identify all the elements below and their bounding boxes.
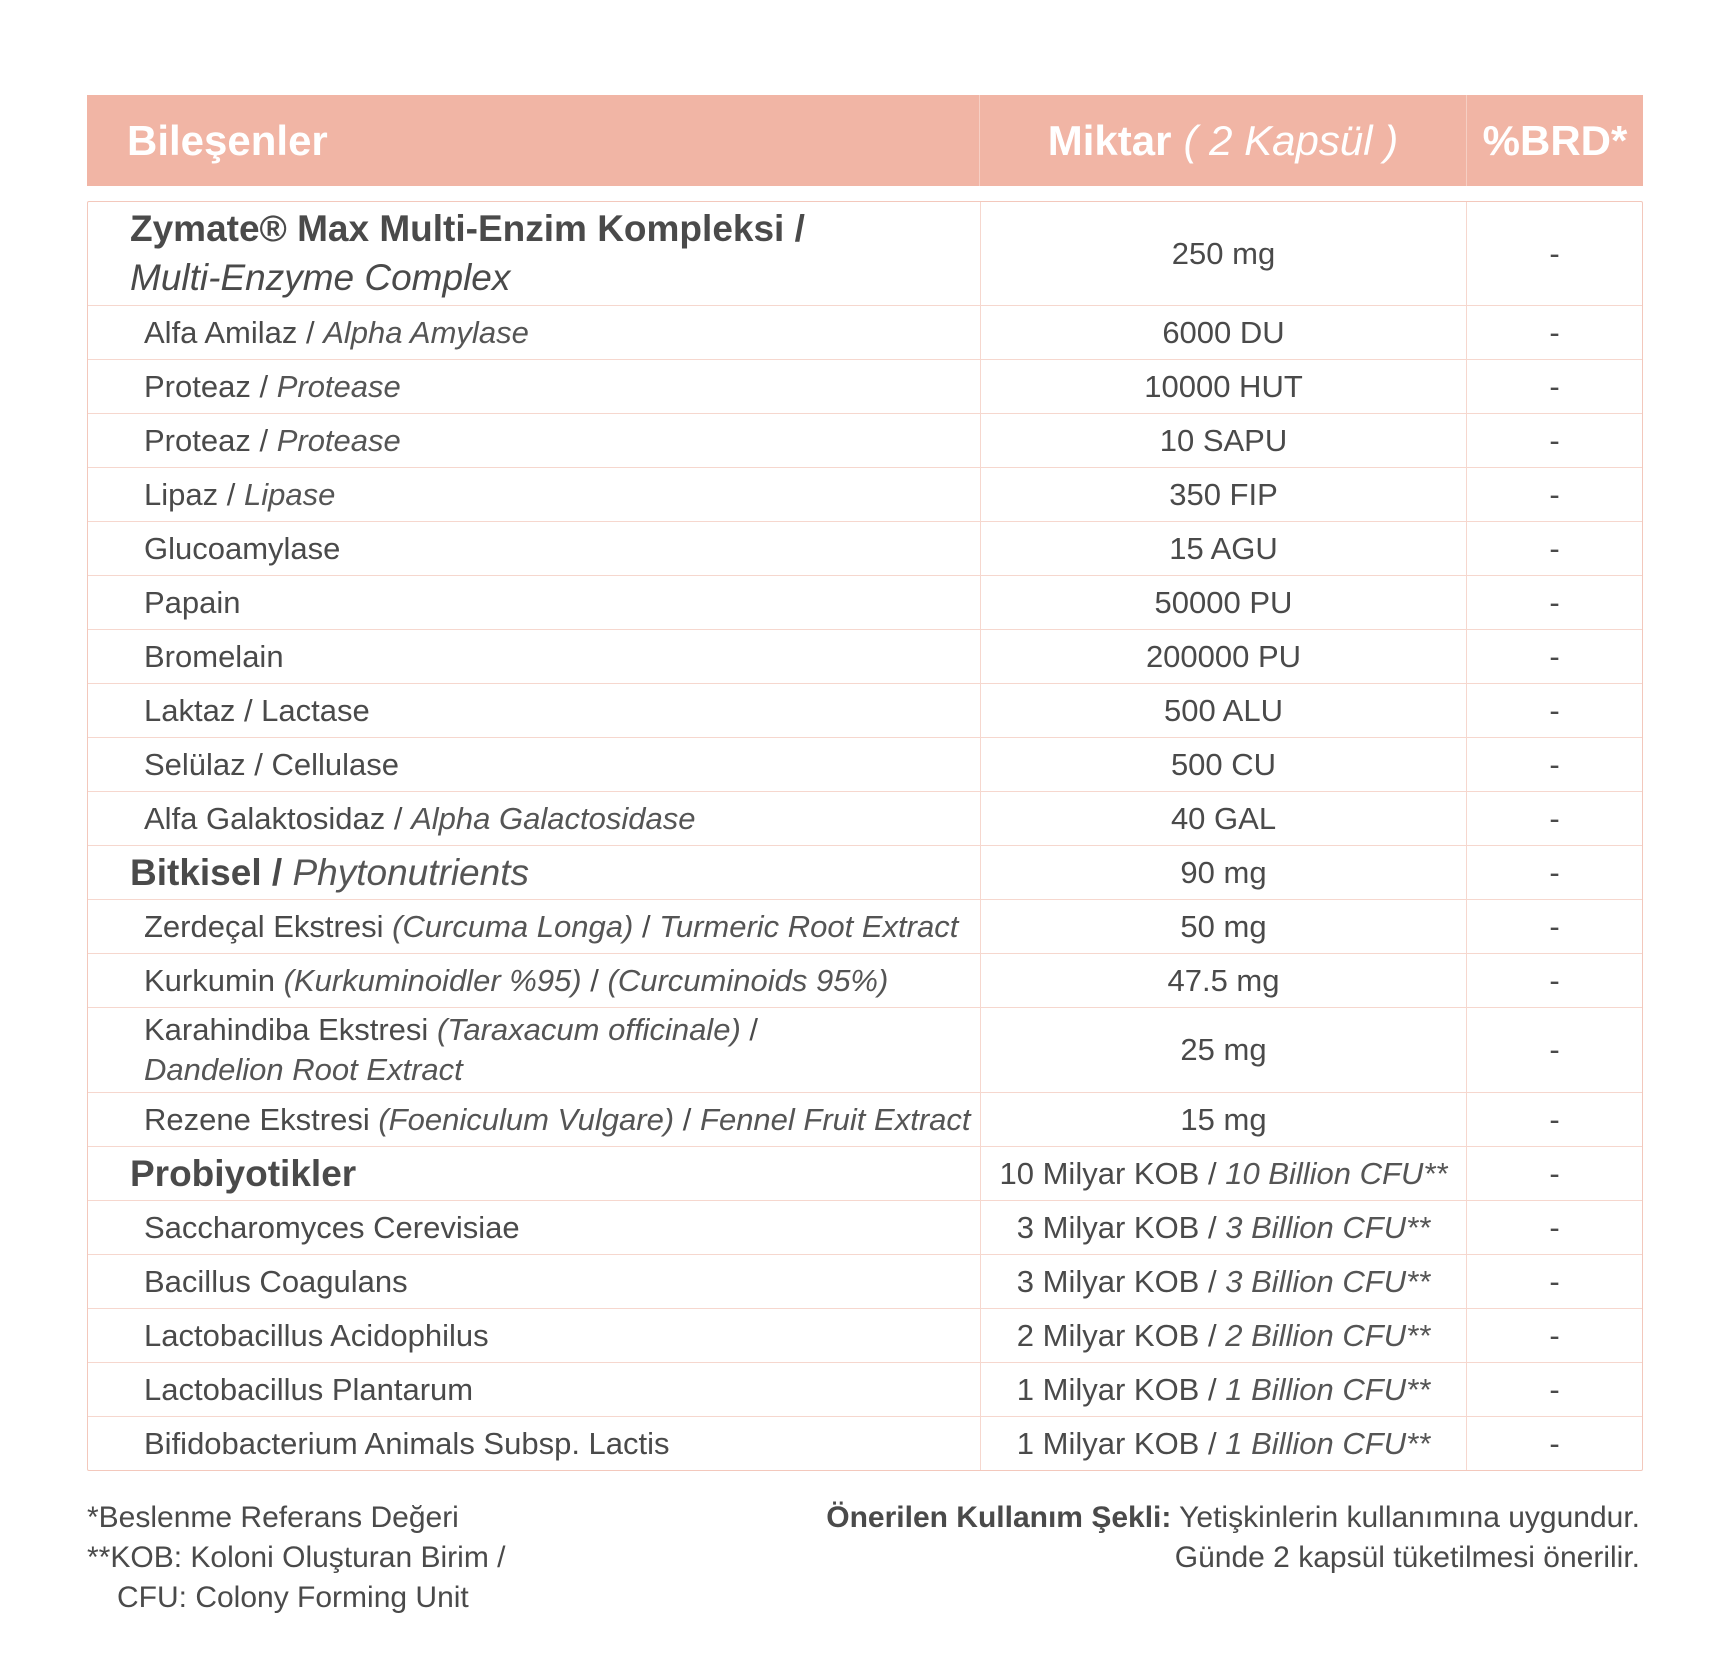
ingredient-separator: / [590, 962, 599, 998]
ingredient-tr: Saccharomyces Cerevisiae [144, 1209, 520, 1245]
amount-tr: 2 Milyar KOB / [1016, 1317, 1217, 1353]
table-row [88, 683, 1642, 737]
amount-en: 3 Billion CFU** [1225, 1209, 1431, 1245]
brd-cell: - [1549, 800, 1560, 836]
brd-cell: - [1549, 584, 1560, 620]
ingredient-en: Turmeric Root Extract [659, 908, 959, 944]
ingredient-line [144, 909, 651, 944]
table-row [88, 1362, 1642, 1416]
ingredient-en: Alpha Galactosidase [411, 800, 696, 836]
amount-tr: 1 Milyar KOB / [1016, 1371, 1217, 1407]
amount-value: 500 CU [1170, 746, 1277, 782]
ingredient-en: Protease [276, 368, 401, 404]
table-row [88, 737, 1642, 791]
ingredient-name-cell [88, 1201, 981, 1254]
amount-cell [981, 630, 1467, 683]
brd-cell: - [1549, 1101, 1560, 1137]
amount-tr: 3 Milyar KOB / [1016, 1209, 1217, 1245]
header-amount-label: Miktar [1047, 116, 1172, 164]
ingredients-table [87, 201, 1643, 1471]
amount-value: 200000 PU [1145, 638, 1302, 674]
ingredient-name-cell [88, 1309, 981, 1362]
ingredient-tr: Selülaz / Cellulase [144, 746, 400, 782]
ingredient-tr: Karahindiba Ekstresi [144, 1011, 429, 1047]
ingredient-tr: Glucoamylase [144, 530, 341, 566]
amount-tr: 3 Milyar KOB / [1016, 1263, 1217, 1299]
brd-footnote: *Beslenme Referans Değeri [87, 1501, 459, 1534]
ingredient-name-line [144, 963, 888, 999]
ingredient-name-cell [88, 792, 981, 845]
table-row [88, 1200, 1642, 1254]
header-amount-sub: ( 2 Kapsül ) [1183, 116, 1399, 164]
ingredient-tr: Proteaz / [144, 422, 269, 458]
usage-text-1: Yetişkinlerin kullanımına uygundur. [1179, 1501, 1640, 1534]
brd-cell: - [1549, 314, 1560, 350]
usage-label: Önerilen Kullanım Şekli: [826, 1501, 1172, 1534]
ingredient-tr: Zerdeçal Ekstresi [144, 908, 384, 944]
amount-cell [981, 202, 1467, 305]
amount-cell [981, 1008, 1467, 1092]
brd-cell: - [1549, 1209, 1560, 1245]
amount-en: 3 Billion CFU** [1225, 1263, 1431, 1299]
table-row [88, 1308, 1642, 1362]
brd-cell: - [1549, 692, 1560, 728]
ingredient-name-cell [88, 1008, 981, 1092]
amount-value: 40 GAL [1170, 800, 1277, 836]
brd-cell: - [1549, 422, 1560, 458]
usage-note [826, 1498, 1640, 1578]
ingredient-name-cell [88, 1255, 981, 1308]
ingredient-tr: Rezene Ekstresi [144, 1101, 370, 1137]
amount-cell [981, 414, 1467, 467]
kob-footnote: **KOB: Koloni Oluşturan Birim / [87, 1541, 506, 1574]
ingredient-tr: Bacillus Coagulans [144, 1263, 408, 1299]
ingredient-en: (Curcuminoids 95%) [607, 962, 889, 998]
cfu-footnote: CFU: Colony Forming Unit [117, 1581, 469, 1614]
ingredient-name-cell [88, 900, 981, 953]
amount-value: 350 FIP [1169, 476, 1278, 512]
brd-cell: - [1549, 962, 1560, 998]
ingredient-tr: Alfa Amilaz / [144, 314, 315, 350]
table-row [88, 521, 1642, 575]
amount-tr: 10 Milyar KOB / [999, 1155, 1217, 1191]
amount-value: 6000 DU [1162, 314, 1285, 350]
brd-cell: - [1549, 1317, 1560, 1353]
header-amount [980, 95, 1467, 186]
ingredient-tr: Bifidobacterium Animals Subsp. Lactis [144, 1425, 670, 1461]
ingredient-en: Fennel Fruit Extract [700, 1101, 971, 1137]
ingredient-name-cell [88, 1417, 981, 1470]
table-row [88, 413, 1642, 467]
ingredient-line [144, 1010, 758, 1050]
amount-cell [981, 306, 1467, 359]
ingredient-tr: Bromelain [144, 638, 284, 674]
amount-cell [981, 792, 1467, 845]
amount-en: 1 Billion CFU** [1225, 1425, 1431, 1461]
ingredient-name-cell [88, 1363, 981, 1416]
amount-cell [981, 360, 1467, 413]
amount-cell [981, 1363, 1467, 1416]
brd-cell: - [1549, 638, 1560, 674]
amount-cell [981, 522, 1467, 575]
ingredient-separator: / [641, 908, 651, 944]
ingredient-tr: Laktaz / Lactase [144, 692, 370, 728]
ingredient-tr: Proteaz / [144, 368, 269, 404]
ingredient-en: Dandelion Root Extract [144, 1052, 463, 1087]
amount-value: 10 SAPU [1159, 422, 1288, 458]
amount-cell [981, 1309, 1467, 1362]
table-row [88, 467, 1642, 521]
ingredient-line [144, 1102, 691, 1137]
ingredient-tr: Lactobacillus Acidophilus [144, 1317, 489, 1353]
amount-value: 47.5 mg [1167, 962, 1280, 998]
ingredient-name-stack [144, 1010, 758, 1091]
ingredient-name-cell [88, 684, 981, 737]
ingredient-en: Phytonutrients [292, 851, 529, 893]
amount-cell [981, 1417, 1467, 1470]
amount-value: 50000 PU [1154, 584, 1293, 620]
amount-value: 10000 HUT [1144, 368, 1303, 404]
ingredient-latin: (Kurkuminoidler %95) [283, 962, 582, 998]
amount-cell [981, 900, 1467, 953]
amount-cell [981, 954, 1467, 1007]
ingredient-name-line [144, 909, 958, 945]
ingredient-name-cell [88, 306, 981, 359]
amount-en: 1 Billion CFU** [1225, 1371, 1431, 1407]
brd-cell: - [1549, 235, 1560, 271]
ingredient-name-cell [88, 522, 981, 575]
amount-cell [981, 846, 1467, 899]
ingredient-name-cell [88, 846, 981, 899]
brd-cell: - [1549, 854, 1560, 890]
table-row [88, 202, 1642, 305]
ingredient-name-cell [88, 202, 981, 305]
table-row [88, 1092, 1642, 1146]
ingredient-name-cell [88, 360, 981, 413]
amount-en: 10 Billion CFU** [1225, 1155, 1448, 1191]
footnotes [87, 1498, 506, 1618]
table-row [88, 899, 1642, 953]
brd-cell: - [1549, 530, 1560, 566]
brd-cell: - [1549, 1032, 1560, 1067]
ingredient-tr: Lactobacillus Plantarum [144, 1371, 474, 1407]
table-row [88, 1254, 1642, 1308]
amount-cell [981, 1093, 1467, 1146]
amount-cell [981, 684, 1467, 737]
ingredient-name-cell [88, 630, 981, 683]
amount-value: 250 mg [1171, 235, 1276, 271]
amount-value: 15 mg [1180, 1101, 1267, 1137]
table-row [88, 305, 1642, 359]
ingredient-en: Alpha Amylase [323, 314, 529, 350]
ingredient-tr: Probiyotikler [130, 1152, 357, 1194]
header-ingredients: Bileşenler [87, 95, 980, 186]
table-row [88, 791, 1642, 845]
ingredient-tr: Alfa Galaktosidaz / [144, 800, 403, 836]
ingredient-separator: / [682, 1101, 692, 1137]
ingredient-separator: / [749, 1011, 759, 1047]
table-row [88, 629, 1642, 683]
ingredient-tr: Kurkumin [144, 962, 275, 998]
usage-text-2: Günde 2 kapsül tüketilmesi önerilir. [1174, 1541, 1640, 1574]
table-header [87, 95, 1643, 186]
brd-cell: - [1549, 746, 1560, 782]
brd-cell: - [1549, 368, 1560, 404]
ingredient-name-line [144, 1102, 971, 1138]
ingredient-name-cell [88, 1147, 981, 1200]
header-brd: %BRD* [1482, 116, 1628, 164]
ingredient-name-cell [88, 468, 981, 521]
ingredient-latin: (Curcuma Longa) [392, 908, 634, 944]
amount-value: 15 AGU [1169, 530, 1278, 566]
brd-cell: - [1549, 1371, 1560, 1407]
amount-value: 90 mg [1180, 854, 1267, 890]
brd-cell: - [1549, 1155, 1560, 1191]
amount-en: 2 Billion CFU** [1225, 1317, 1431, 1353]
ingredient-en: Multi-Enzyme Complex [130, 256, 511, 298]
brd-cell: - [1549, 476, 1560, 512]
table-row [88, 575, 1642, 629]
amount-cell [981, 738, 1467, 791]
table-row [88, 1146, 1642, 1200]
ingredient-tr: Lipaz / [144, 476, 236, 512]
brd-cell: - [1549, 1425, 1560, 1461]
amount-cell [981, 1201, 1467, 1254]
ingredient-tr: Bitkisel / [130, 851, 283, 893]
ingredient-name-cell [88, 576, 981, 629]
amount-cell [981, 468, 1467, 521]
amount-cell [981, 1255, 1467, 1308]
amount-cell [981, 576, 1467, 629]
ingredient-name-cell [88, 954, 981, 1007]
amount-value: 25 mg [1180, 1032, 1267, 1067]
amount-value: 500 ALU [1164, 692, 1283, 728]
ingredient-line [144, 963, 599, 998]
ingredient-latin: (Taraxacum officinale) [436, 1011, 741, 1047]
ingredient-tr: Papain [144, 584, 241, 620]
ingredient-tr: Zymate® Max Multi-Enzim Kompleksi / [130, 208, 805, 250]
table-row [88, 845, 1642, 899]
amount-tr: 1 Milyar KOB / [1016, 1425, 1217, 1461]
ingredient-name-cell [88, 414, 981, 467]
brd-cell: - [1549, 1263, 1560, 1299]
brd-cell: - [1549, 908, 1560, 944]
ingredient-en: Lipase [243, 476, 336, 512]
ingredient-name-cell [88, 738, 981, 791]
table-row [88, 953, 1642, 1007]
ingredient-latin: (Foeniculum Vulgare) [378, 1101, 675, 1137]
ingredient-name-stack [130, 205, 805, 301]
table-row [88, 359, 1642, 413]
table-row [88, 1416, 1642, 1470]
ingredient-en: Protease [276, 422, 401, 458]
amount-value: 50 mg [1180, 908, 1267, 944]
table-row [88, 1007, 1642, 1092]
ingredient-name-cell [88, 1093, 981, 1146]
amount-cell [981, 1147, 1467, 1200]
